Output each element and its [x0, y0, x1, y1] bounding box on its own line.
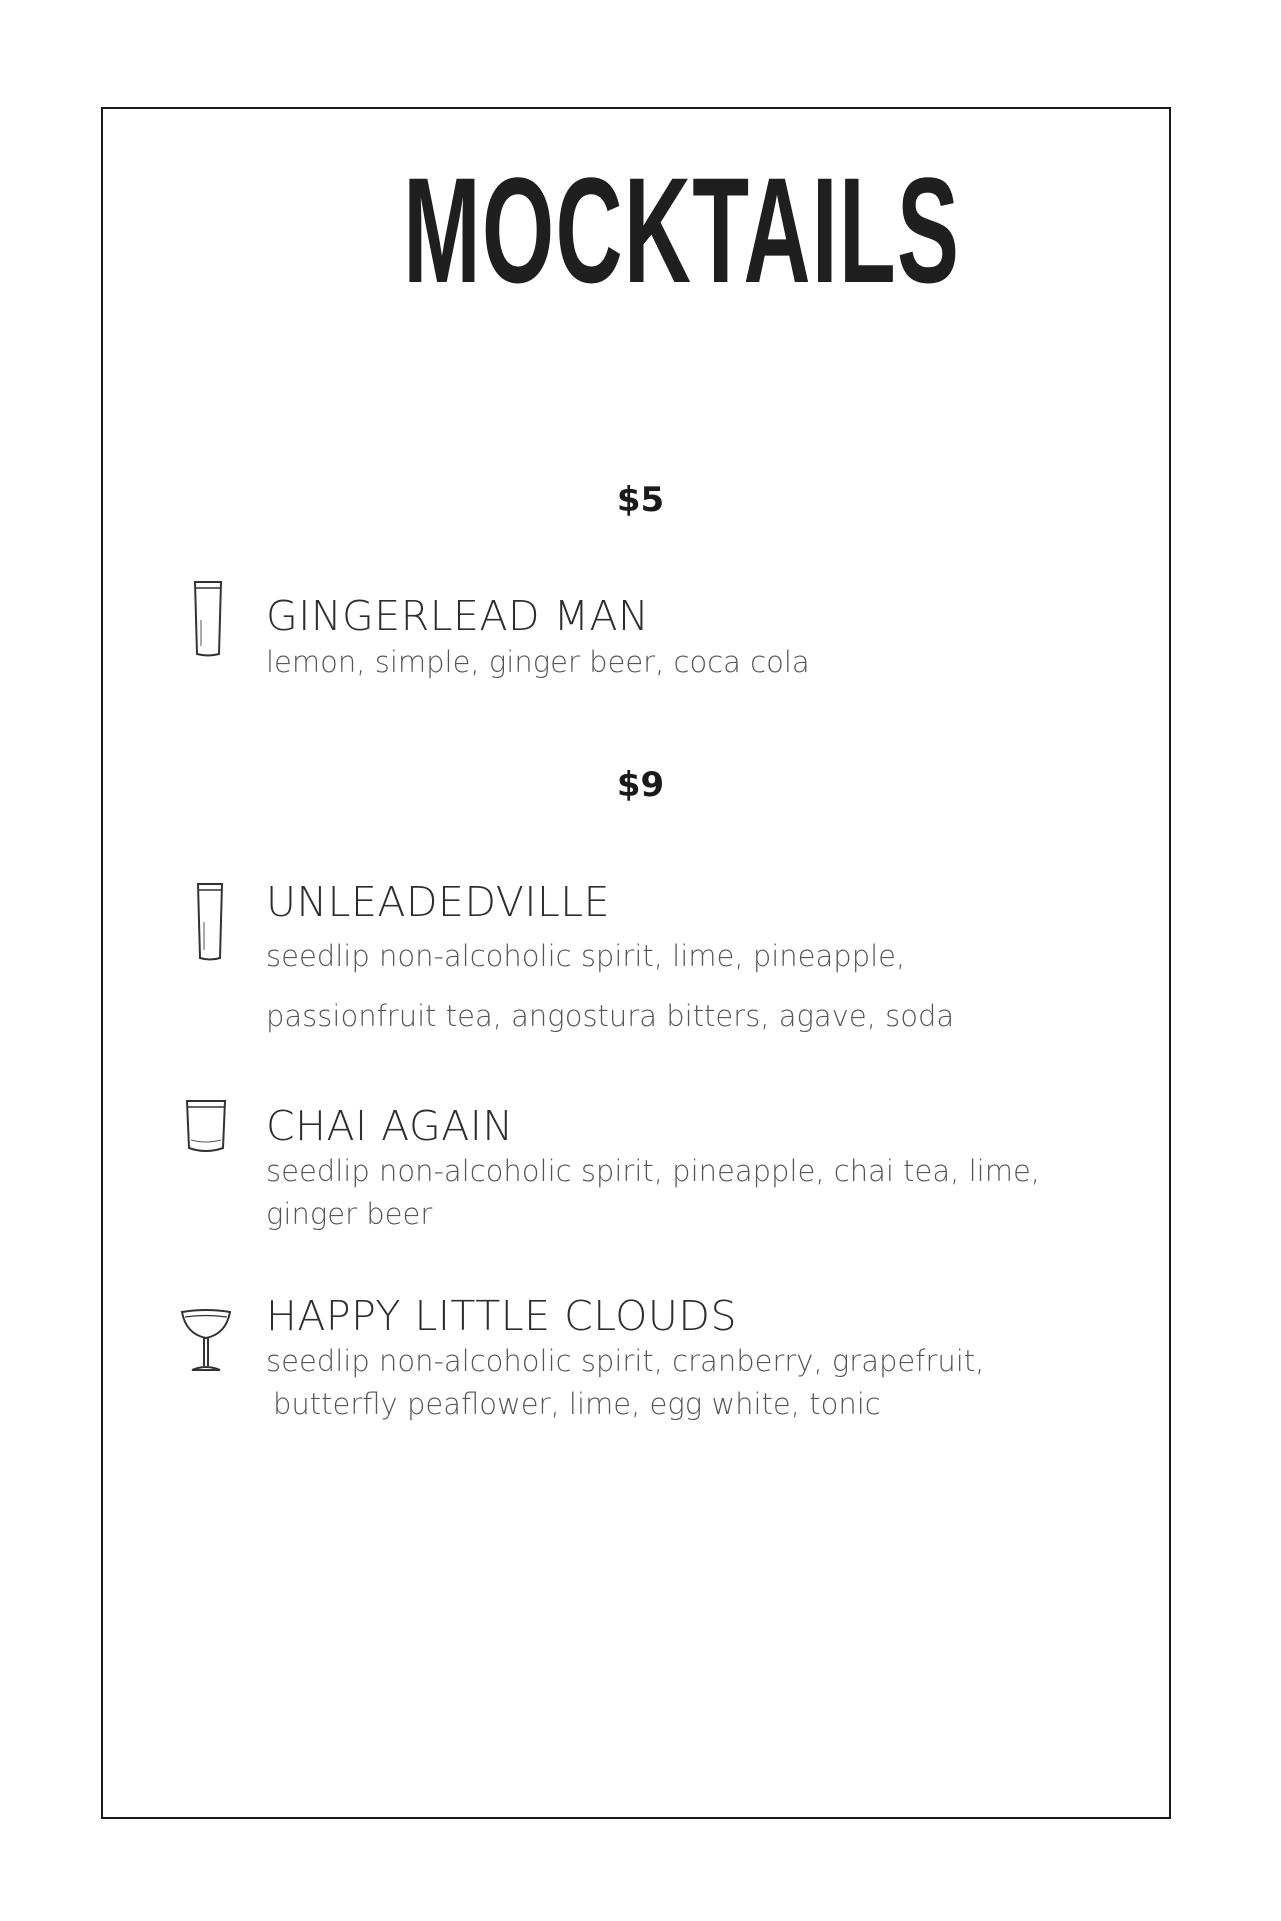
drink-happy-little-clouds [266, 1292, 984, 1426]
description-line: ginger beer [266, 1197, 433, 1231]
description-line: passionfruit tea, angostura bitters, agave, soda [266, 999, 955, 1033]
drink-description [266, 640, 810, 684]
drink-unleadedville [266, 878, 954, 1046]
drink-gingerlead-man [266, 592, 810, 684]
description-line: seedlip non-alcoholic spirit, cranberry, grapefruit, [266, 1344, 985, 1378]
drink-name: CHAI AGAIN [266, 1102, 514, 1150]
description-line: seedlip non-alcoholic spirit, pineapple, chai tea, lime, [266, 1154, 1041, 1188]
tall-glass-icon [192, 580, 224, 658]
drink-name: GINGERLEAD MAN [266, 592, 650, 640]
coupe-glass-icon [180, 1308, 232, 1374]
description-line: lemon, simple, ginger beer, coca cola [266, 645, 810, 679]
drink-description [266, 1150, 1040, 1236]
drink-chai-again [266, 1102, 1040, 1236]
drink-description [266, 926, 954, 1046]
drink-description [266, 1340, 984, 1426]
drink-name: UNLEADEDVILLE [266, 878, 611, 926]
tall-glass-icon [195, 882, 225, 962]
rocks-glass-icon [184, 1098, 228, 1156]
drink-name: HAPPY LITTLE CLOUDS [266, 1292, 737, 1340]
price-heading-5: $5 [616, 480, 665, 520]
description-line: seedlip non-alcoholic spirit, lime, pineapple, [266, 939, 906, 973]
description-line: butterfly peaflower, lime, egg white, tonic [273, 1387, 881, 1421]
menu-title: MOCKTAILS [403, 146, 961, 314]
price-heading-9: $9 [616, 765, 665, 805]
